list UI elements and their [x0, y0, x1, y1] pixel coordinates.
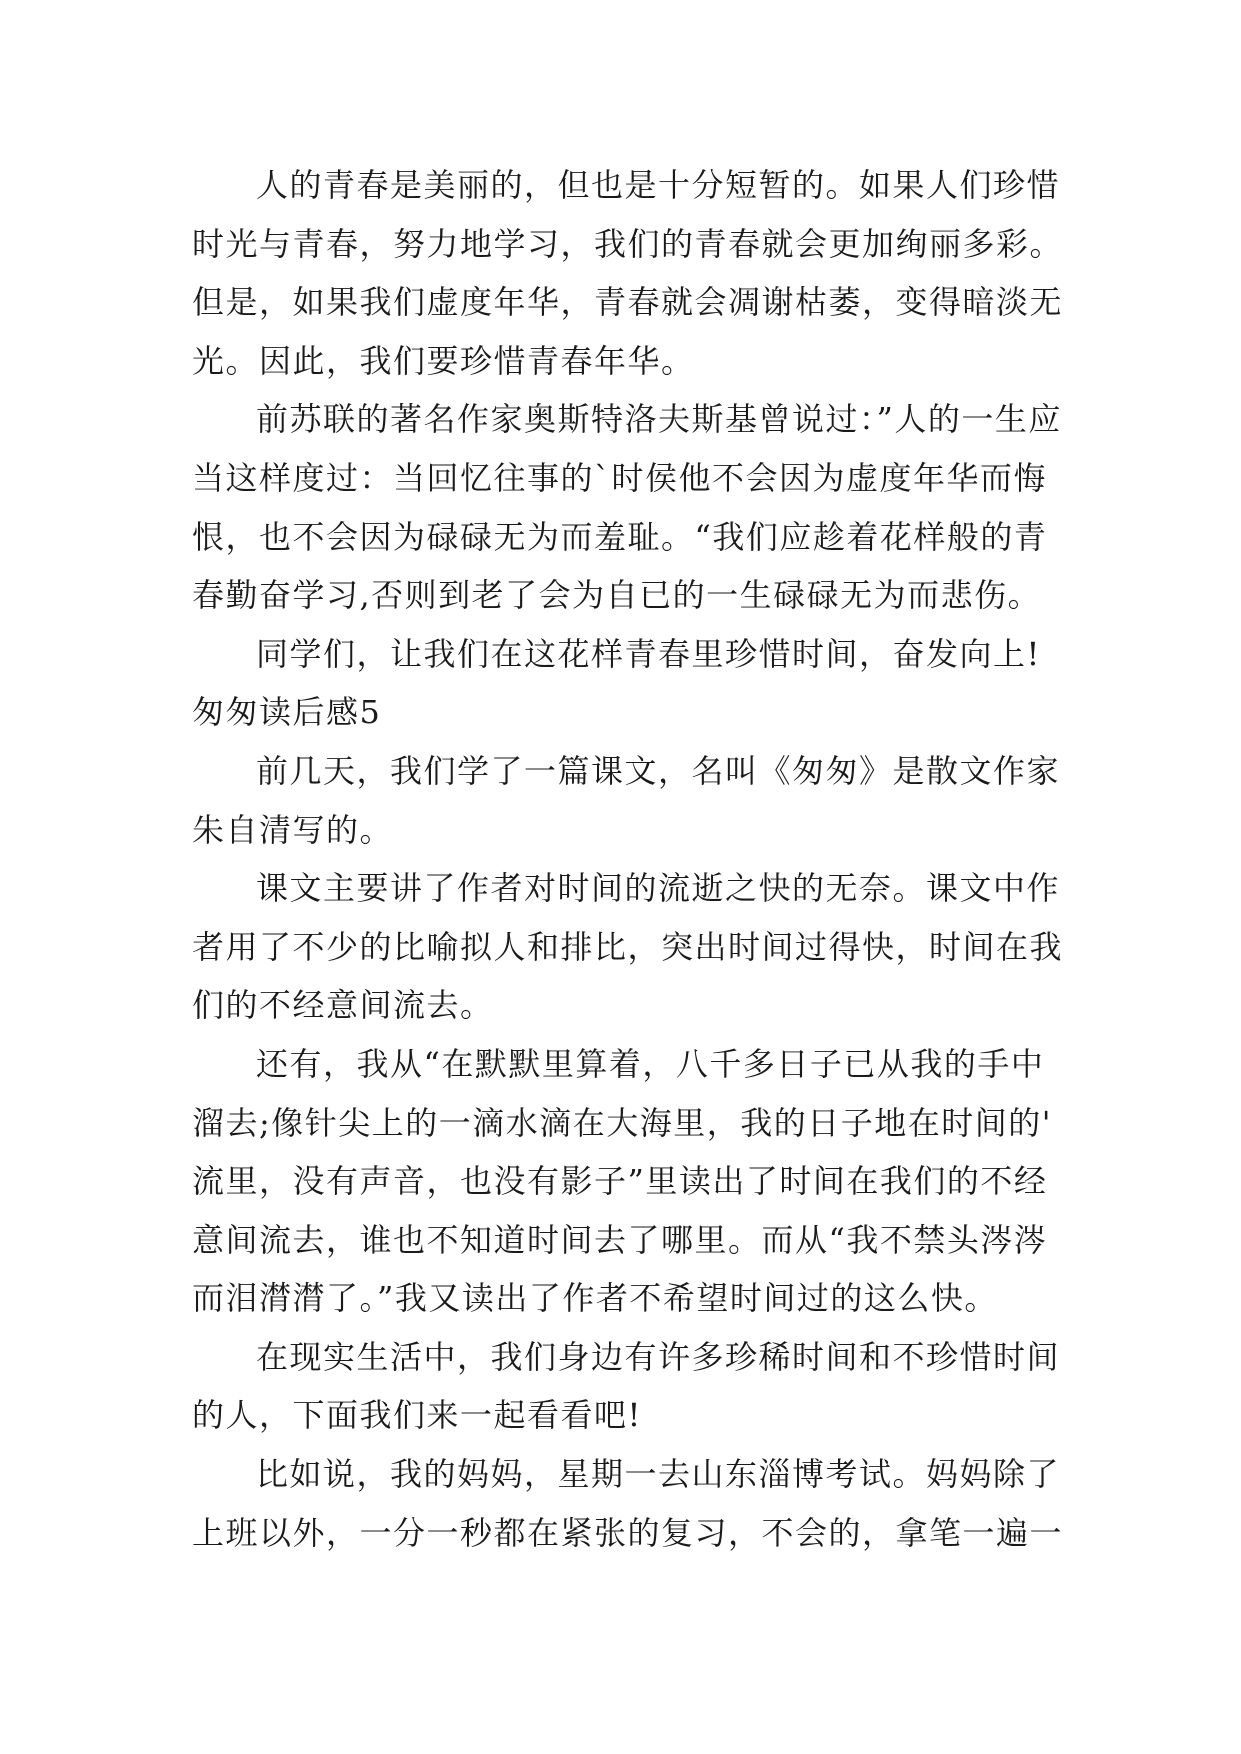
- paragraph: 前苏联的著名作家奥斯特洛夫斯基曾说过：”人的一生应当这样度过：当回忆往事的`时侯他不会因为虚度年华而悔恨，也不会因为碌碌无为而羞耻。“我们应趁着花样般的青春勤奋学习,否则到老了会为自已的一生碌碌无为而悲伤。: [192, 400, 1062, 615]
- paragraph: 还有，我从“在默默里算着，八千多日子已从我的手中溜去;像针尖上的一滴水滴在大海里，我的日子地在时间的'流里，没有声音，也没有影子”里读出了时间在我们的不经意间流去，谁也不知道时间去了哪里。而从“我不禁头涔涔而泪潸潸了。”我又读出了作者不希望时间过的这么快。: [192, 1044, 1053, 1318]
- paragraph: 比如说，我的妈妈，星期一去山东淄博考试。妈妈除了上班以外，一分一秒都在紧张的复习，不会的，拿笔一遍一: [192, 1455, 1064, 1552]
- paragraph: 在现实生活中，我们身边有许多珍稀时间和不珍惜时间的人，下面我们来一起看看吧!: [192, 1337, 1061, 1435]
- section-heading: 匆匆读后感5: [192, 693, 382, 732]
- paragraph: 前几天，我们学了一篇课文，名叫《匆匆》是散文作家朱自清写的。: [192, 751, 1061, 849]
- document-body: [192, 156, 1072, 1562]
- paragraph: 人的青春是美丽的，但也是十分短暂的。如果人们珍惜时光与青春，努力地学习，我们的青春就会更加绚丽多彩。但是，如果我们虚度年华，青春就会凋谢枯萎，变得暗淡无光。因此，我们要珍惜青春年华。: [192, 166, 1064, 380]
- paragraph: 同学们，让我们在这花样青春里珍惜时间，奋发向上!: [256, 634, 1041, 673]
- paragraph: 课文主要讲了作者对时间的流逝之快的无奈。课文中作者用了不少的比喻拟人和排比，突出时间过得快，时间在我们的不经意间流去。: [192, 869, 1064, 1025]
